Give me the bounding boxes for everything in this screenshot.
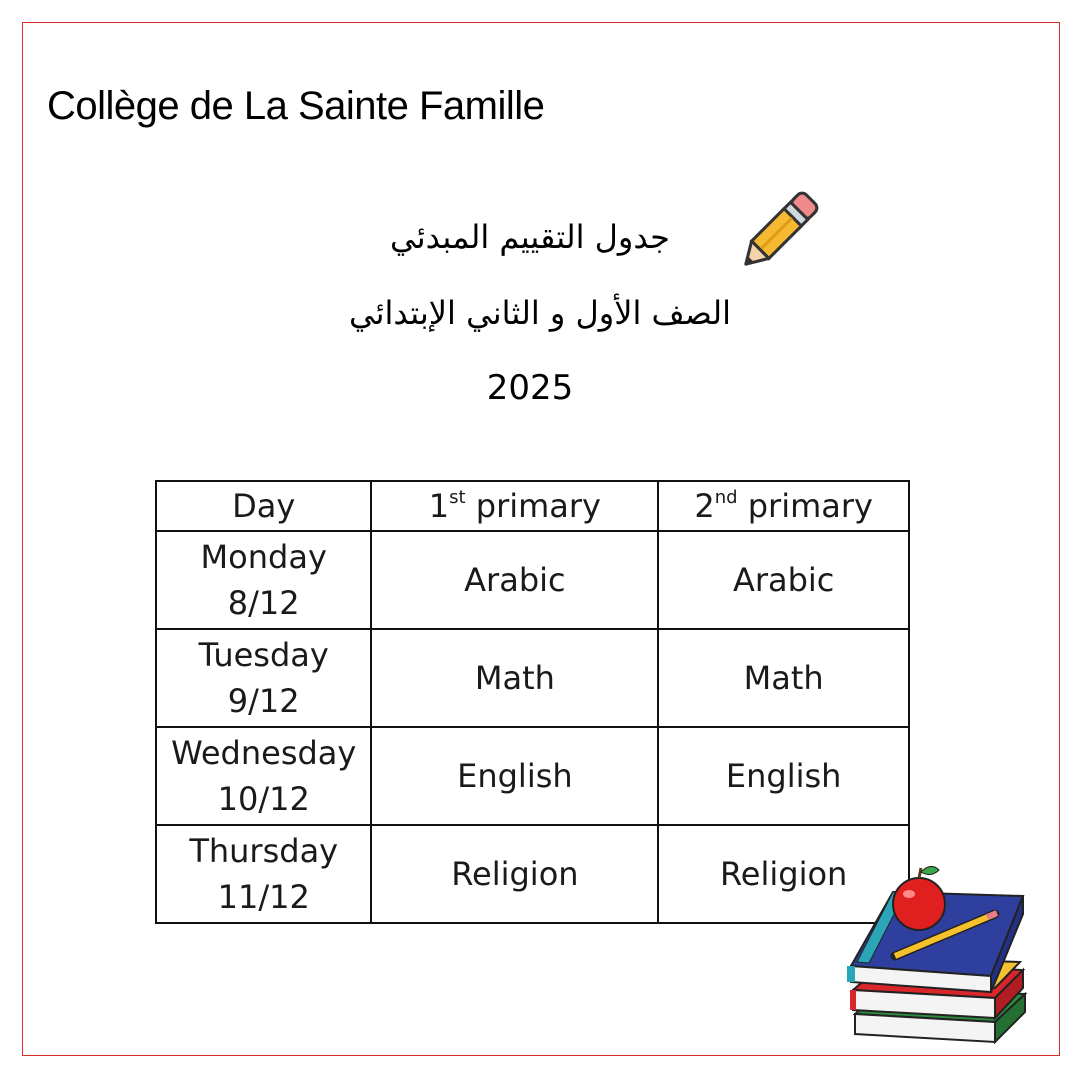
first-primary-cell: English [371, 727, 658, 825]
header-2nd-primary: 2nd primary [658, 481, 909, 531]
schedule-table [155, 480, 910, 924]
table-row [156, 825, 909, 923]
second-primary-cell: Math [658, 629, 909, 727]
second-primary-cell: Arabic [658, 531, 909, 629]
first-primary-cell: Religion [371, 825, 658, 923]
day-cell: Monday 8/12 [156, 531, 371, 629]
school-name: Collège de La Sainte Famille [47, 84, 545, 128]
day-cell: Thursday 11/12 [156, 825, 371, 923]
first-primary-cell: Math [371, 629, 658, 727]
year-label: 2025 [486, 368, 574, 408]
books-apple-icon [845, 862, 1030, 1052]
table-row [156, 629, 909, 727]
second-primary-cell: English [658, 727, 909, 825]
first-primary-cell: Arabic [371, 531, 658, 629]
table-header-row [156, 481, 909, 531]
pencil-icon [728, 180, 830, 282]
header-1st-primary: 1st primary [371, 481, 658, 531]
table-row [156, 727, 909, 825]
second-primary-cell: Religion [658, 825, 909, 923]
header-day: Day [156, 481, 371, 531]
day-cell: Tuesday 9/12 [156, 629, 371, 727]
schedule-title: جدول التقييم المبدئي [390, 218, 670, 256]
day-cell: Wednesday 10/12 [156, 727, 371, 825]
grade-subtitle: الصف الأول و الثاني الإبتدائي [348, 294, 732, 332]
table-row [156, 531, 909, 629]
